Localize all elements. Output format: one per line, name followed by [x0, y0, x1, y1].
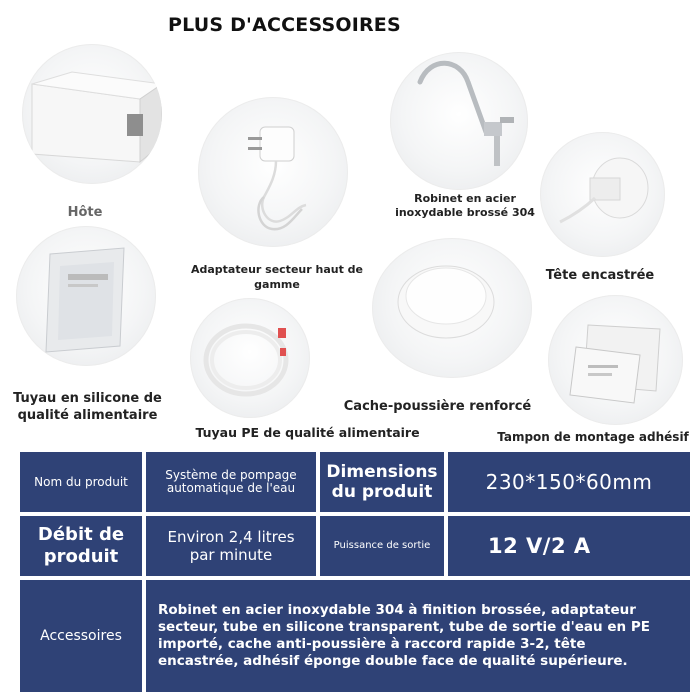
spec-acc-label: Accessoires — [20, 580, 142, 692]
spec-name-value-line2: automatique de l'eau — [166, 481, 296, 495]
silicone-caption-line2: qualité alimentaire — [17, 408, 158, 423]
spec-dims-label — [320, 452, 444, 512]
adapter-image — [198, 97, 348, 247]
spec-name-value-line1: Système de pompage — [165, 468, 297, 482]
pe-tube-image — [190, 298, 310, 418]
spec-flow-label-line1: Débit de — [37, 524, 125, 545]
silicone-caption-line1: Tuyau en silicone de — [13, 391, 162, 406]
spec-dims-label-line2: du produit — [331, 482, 433, 502]
spec-acc-value — [146, 580, 690, 692]
spec-flow-value-line2: par minute — [189, 546, 273, 564]
host-image — [22, 44, 162, 184]
spec-acc-line1: Robinet en acier inoxydable 304 à finition brossée, adaptateur — [158, 602, 636, 618]
pad-image — [548, 295, 683, 425]
page-title: PLUS D'ACCESSOIRES — [168, 14, 401, 36]
spec-flow-value-line1: Environ 2,4 litres — [167, 528, 295, 546]
faucet-image — [390, 52, 528, 190]
spec-power-value: 12 V/2 A — [448, 516, 690, 576]
spec-name-label: Nom du produit — [20, 452, 142, 512]
silicone-caption — [0, 390, 175, 424]
pad-caption: Tampon de montage adhésif — [497, 430, 689, 444]
dust-cap-image — [372, 238, 532, 378]
spec-flow-label-line2: produit — [43, 546, 119, 567]
faucet-caption-line2: inoxydable brossé 304 — [395, 206, 535, 219]
spec-flow-label — [20, 516, 142, 576]
head-image — [540, 132, 665, 257]
spec-power-label: Puissance de sortie — [320, 516, 444, 576]
spec-flow-value — [146, 516, 316, 576]
spec-acc-line2: secteur, tube en silicone transparent, tube de sortie d'eau en PE — [158, 619, 650, 635]
silicone-image — [16, 226, 156, 366]
adapter-caption: Adaptateur secteur haut de gamme — [190, 263, 363, 291]
spec-acc-line3: importé, cache anti-poussière à raccord rapide 3-2, tête — [158, 636, 586, 652]
spec-table — [20, 452, 690, 692]
faucet-caption-line1: Robinet en acier — [414, 192, 516, 205]
faucet-caption — [390, 192, 540, 220]
host-caption: Hôte — [67, 205, 103, 220]
pe-tube-caption: Tuyau PE de qualité alimentaire — [195, 425, 420, 440]
head-caption: Tête encastrée — [545, 268, 655, 283]
dust-cap-caption: Cache-poussière renforcé — [343, 399, 532, 414]
spec-dims-value: 230*150*60mm — [448, 452, 690, 512]
spec-dims-label-line1: Dimensions — [326, 462, 438, 482]
spec-acc-line4: encastrée, adhésif éponge double face de qualité supérieure. — [158, 653, 628, 669]
spec-name-value — [146, 452, 316, 512]
